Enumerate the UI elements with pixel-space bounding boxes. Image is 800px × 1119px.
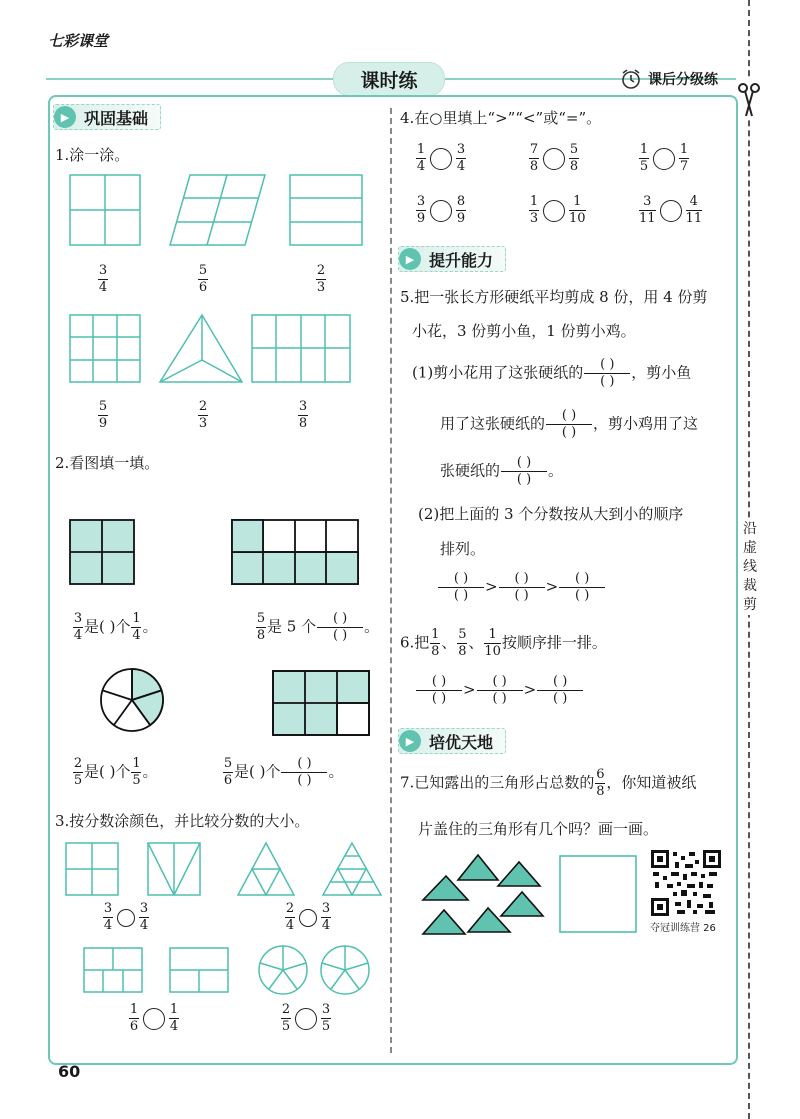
answer-circle[interactable] [430, 200, 452, 222]
section-advanced-label: 培优天地 [429, 732, 494, 752]
q3-compare-3: $\frac{1}{6}$ $\frac{1}{4}$ [129, 1002, 179, 1034]
scissors-icon [737, 80, 761, 120]
q3-compare-1: $\frac{3}{4}$ $\frac{3}{4}$ [103, 901, 149, 933]
q1-frac-1: $\frac{3}{4}$ [98, 263, 108, 295]
cut-instruction: 沿虚线裁剪 [740, 520, 760, 615]
q7-triangles [418, 850, 648, 940]
q2-b: $\frac{5}{8}$ 是 5 个 $\frac{( )}{( )}$ 。 [256, 611, 380, 643]
q4-compare-4: $\frac{3}{9}$ $\frac{8}{9}$ [416, 194, 466, 226]
q2-stem: 2.看图填一填。 [55, 454, 160, 472]
answer-circle[interactable] [117, 909, 135, 927]
q7-line2: 片盖住的三角形有几个吗？画一画。 [418, 820, 659, 838]
play-icon: ▶ [399, 730, 421, 752]
section-basic [53, 104, 161, 130]
answer-circle[interactable] [653, 148, 675, 170]
q1-frac-6: $\frac{3}{8}$ [298, 399, 308, 431]
answer-circle[interactable] [543, 148, 565, 170]
q5-line2: 小花，3 份剪小鱼，1 份剪小鸡。 [412, 322, 636, 340]
q1-frac-5: $\frac{2}{3}$ [198, 399, 208, 431]
q3-compare-2: $\frac{2}{4}$ $\frac{3}{4}$ [285, 901, 331, 933]
level-label [620, 68, 718, 90]
q1-stem: 1.涂一涂。 [55, 146, 130, 164]
q6-order: $\frac{( )}{( )}$ > $\frac{( )}{( )}$ > $\frac{( )}{( )}$ [415, 675, 584, 706]
play-icon: ▶ [54, 106, 76, 128]
qr-code[interactable] [651, 850, 721, 916]
q5-part1-a: (1)剪小花用了这张硬纸的 $\frac{( )}{( )}$ ，剪小鱼 [412, 357, 692, 389]
answer-circle[interactable] [299, 909, 317, 927]
section-improve-label: 提升能力 [429, 250, 494, 270]
alarm-clock-icon [620, 68, 642, 90]
answer-circle[interactable] [660, 200, 682, 222]
play-icon: ▶ [399, 248, 421, 270]
column-divider [390, 108, 392, 1053]
q5-line1: 5.把一张长方形硬纸平均剪成 8 份，用 4 份剪 [400, 288, 708, 306]
section-advanced [398, 728, 506, 754]
q2-a: $\frac{3}{4}$ 是( )个 $\frac{1}{4}$ 。 [73, 611, 158, 643]
q2-c: $\frac{2}{5}$ 是( )个 $\frac{1}{5}$ 。 [73, 756, 158, 788]
q1-frac-3: $\frac{2}{3}$ [316, 263, 326, 295]
q5-part2-b: 排列。 [440, 540, 486, 558]
q4-compare-5: $\frac{1}{3}$ $\frac{1}{10}$ [529, 194, 586, 226]
q7-line1: 7.已知露出的三角形占总数的 $\frac{6}{8}$ ，你知道被纸 [400, 767, 697, 799]
q5-order: $\frac{( )}{( )}$ > $\frac{( )}{( )}$ > $\frac{( )}{( )}$ [437, 572, 606, 603]
q5-part1-c: 张硬纸的 $\frac{( )}{( )}$ 。 [440, 455, 564, 487]
answer-circle[interactable] [543, 200, 565, 222]
answer-circle[interactable] [430, 148, 452, 170]
q1-frac-4: $\frac{5}{9}$ [98, 399, 108, 431]
section-improve [398, 246, 506, 272]
q2-d: $\frac{5}{6}$ 是( )个 $\frac{( )}{( )}$ 。 [223, 756, 344, 788]
q4-compare-6: $\frac{3}{11}$ $\frac{4}{11}$ [639, 194, 703, 226]
q5-part2-a: (2)把上面的 3 个分数按从大到小的顺序 [418, 505, 684, 523]
q3-compare-4: $\frac{2}{5}$ $\frac{3}{5}$ [281, 1002, 331, 1034]
qr-caption: 夺冠训练营 26 [650, 923, 716, 934]
q3-stem: 3.按分数涂颜色，并比较分数的大小。 [55, 812, 310, 830]
level-label-text: 课后分级练 [648, 72, 718, 88]
section-basic-label: 巩固基础 [84, 108, 149, 128]
q5-part1-b: 用了这张硬纸的 $\frac{( )}{( )}$ ，剪小鸡用了这 [440, 408, 699, 440]
answer-circle[interactable] [295, 1008, 317, 1030]
page-number: 60 [58, 1062, 81, 1081]
page-title: 课时练 [333, 62, 445, 96]
q4-compare-2: $\frac{7}{8}$ $\frac{5}{8}$ [529, 142, 579, 174]
answer-circle[interactable] [143, 1008, 165, 1030]
q6-stem: 6.把 $\frac{1}{8}$ 、 $\frac{5}{8}$ 、 $\frac{1}{10}$ 按顺序排一排。 [400, 627, 607, 659]
q4-compare-3: $\frac{1}{5}$ $\frac{1}{7}$ [639, 142, 689, 174]
q4-stem: 4.在○里填上“>”“<”或“=”。 [400, 109, 602, 127]
q4-compare-1: $\frac{1}{4}$ $\frac{3}{4}$ [416, 142, 466, 174]
brand-logo: 七彩课堂 [48, 32, 109, 50]
q1-frac-2: $\frac{5}{6}$ [198, 263, 208, 295]
